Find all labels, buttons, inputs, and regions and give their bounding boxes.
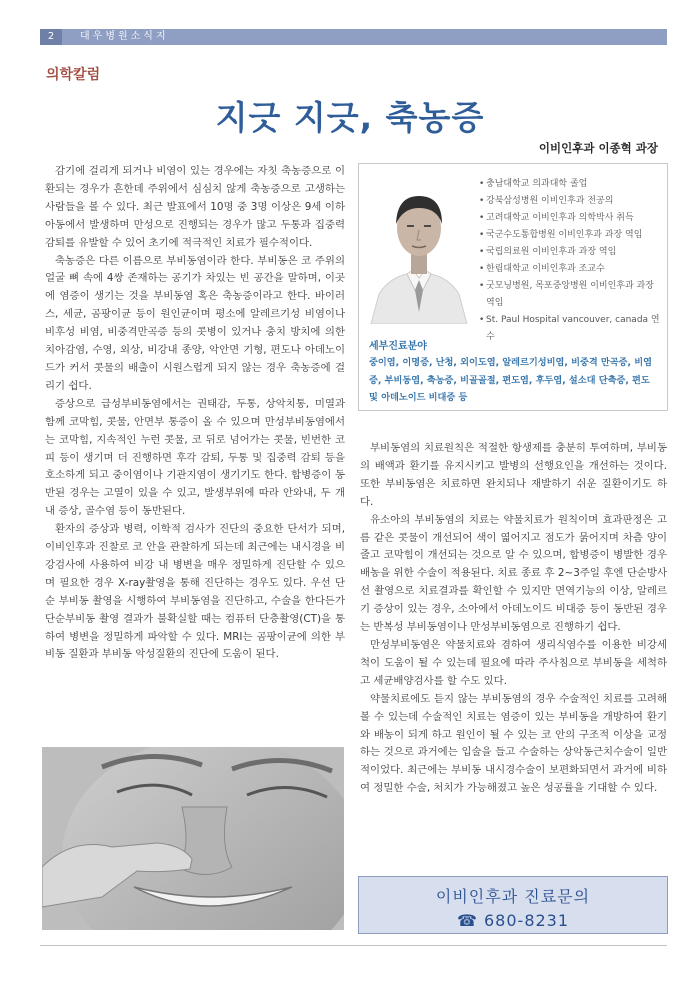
contact-phone-line — [359, 911, 667, 930]
paragraph: 감기에 걸리게 되거나 비염이 있는 경우에는 자칫 축농증으로 이환되는 경우가 흔한데 주위에서 심심치 않게 축농증으로 고생하는 사람들을 볼 수 있다. 최근 발표에서 10명 중 3명 이상은 9세 이하 아동에서 발생하며 만성으로 진행되는 경우가 많고 두통과 집중력 감퇴를 유발할 수 있어 초기에 적극적인 치료가 필수적이다. — [45, 165, 345, 249]
career-item: • 고려대학교 이비인후과 의학박사 취득 — [479, 210, 665, 227]
byline: 이비인후과 이종혁 과장 — [538, 141, 658, 155]
career-item: • 국립의료원 이비인후과 과장 역임 — [479, 244, 665, 261]
doctor-photo — [365, 174, 473, 324]
phone-number: 680-8231 — [484, 911, 570, 930]
paragraph: 만성부비동염은 약물치료와 겸하여 생리식염수를 이용한 비강세척이 도움이 될 수 있는데 필요에 따라 주사침으로 부비동을 세척하고 세균배양검사를 할 수도 있다. — [360, 638, 667, 687]
left-column — [45, 163, 345, 743]
specialty-text: 중이염, 이명증, 난청, 외이도염, 알레르기성비염, 비중격 만곡증, 비염증, 부비동염, 축농증, 비골골절, 편도염, 후두염, 설소대 단축증, 편도 및 아데노이드 비대증 등 — [369, 357, 652, 403]
career-list — [479, 176, 665, 346]
paragraph: 축농증은 다른 이름으로 부비동염이라 한다. 부비동은 코 주위의 얼굴 뼈 속에 4쌍 존재하는 공기가 차있는 빈 공간을 말하며, 이곳에 염증이 생기는 것을 부비동염 혹은 축농증이라고 한다. 바이러스, 세균, 곰팡이균 등이 원인균이며 평소에 알레르기성 비염이나 비후성 비염, 비중격만곡증 등의 콧병이 있거나 충치 방치에 의한 치아감염, 수영, 외상, 비강내 종양, 악안면 기형, 편도나 아데노이드가 커서 콧물의 배출이 시원스럽게 되지 않는 경우 축농증에 걸리기 쉽다. — [45, 254, 345, 392]
publication-title: 대우병원소식지 — [80, 31, 169, 42]
doctor-profile — [358, 163, 668, 411]
footer-rule — [40, 945, 667, 946]
career-item: • 국군수도통합병원 이비인후과 과장 역임 — [479, 227, 665, 244]
paragraph: 부비동염의 치료원칙은 적절한 항생제를 충분히 투여하며, 부비동의 배액과 환기를 유지시키고 발병의 선행요인을 개선하는 것이다. 또한 부비동염은 치료하면 완치되나 재발하기 쉬운 질환이기도 하다. — [360, 442, 667, 508]
career-item: • St. Paul Hospital vancouver, canada 연수 — [479, 312, 665, 346]
paragraph: 증상으로 급성부비동염에서는 권태감, 두통, 상악치통, 미열과 함께 코막힘, 콧물, 안면부 통증이 올 수 있으며 만성부비동염에서는 코막힘, 지속적인 누런 콧물, 코 뒤로 넘어가는 콧물, 빈번한 코피 등이 생기며 더 진행하면 후각 감퇴, 두통 및 집중력 감퇴 등을 호소하게 되고 중이염이나 기관지염이 생기기도 한다. 합병증이 동반된 경우는 고열이 있을 수 있고, 발생부위에 따라 안와내, 두 개내 증상, 골수염 등이 동반된다. — [45, 397, 345, 518]
contact-box — [358, 876, 668, 934]
section-label: 의학칼럼 — [46, 67, 101, 83]
right-column — [360, 440, 667, 878]
paragraph: 유소아의 부비동염의 치료는 약물치료가 원칙이며 효과판정은 고름 같은 콧물이 개선되어 색이 엷어지고 점도가 묽어지며 차츰 양이 줄고 코막힘이 개선되는 것으로 알 수 있으며, 합병증이 병발한 경우 배농을 위한 수술이 적용된다. 치료 종료 후 2~3주일 후엔 단순방사선 촬영으로 치료결과를 확인할 수 있지만 면역기능의 이상, 알레르기 증상이 있는 경우, 소아에서 아데노이드 비대증 등이 동반된 경우는 반복성 부비동염이나 만성부비동염으로 진행하기 쉽다. — [360, 513, 667, 634]
contact-title: 이비인후과 진료문의 — [435, 887, 591, 906]
career-item: • 강북삼성병원 이비인후과 전공의 — [479, 193, 665, 210]
career-item: • 충남대학교 의과대학 졸업 — [479, 176, 665, 193]
article-title: 지긋 지긋, 축농증 — [215, 98, 485, 137]
career-item: • 굿모닝병원, 목포중앙병원 이비인후과 과장 역임 — [479, 278, 665, 312]
specialty-title: 세부진료분야 — [369, 341, 427, 352]
paragraph: 환자의 증상과 병력, 이학적 검사가 진단의 중요한 단서가 되며, 이비인후과 진찰로 코 안을 관찰하게 되는데 최근에는 내시경을 비강검사에 사용하여 비강 내 병변을 매우 정밀하게 진단할 수 있으며 필요한 경우 X-ray촬영을 통해 진단하는 경우도 있다. 우선 단순 부비동 촬영을 시행하여 부비동염을 진단하고, 수술을 한다든가 단순부비동 촬영 결과가 불확실할 때는 컴퓨터 단층촬영(CT)을 통하여 병변을 정밀하게 파악할 수 있다. MRI는 곰팡이균에 의한 부비동 질환과 부비동 악성질환의 진단에 도움이 된다. — [45, 523, 345, 661]
phone-icon: ☎ — [456, 911, 478, 930]
paragraph: 약물치료에도 듣지 않는 부비동염의 경우 수술적인 치료를 고려해 볼 수 있는데 수술적인 치료는 염증이 있는 부비동을 개방하여 환기와 배농이 되게 하고 원인이 될 수 있는 코 안의 구조적 이상을 교정하는 것으로 과거에는 입술을 들고 수술하는 상악동근치수술이 일반적이었다. 최근에는 부비동 내시경수술이 보편화되면서 과거에 비하여 정밀한 수술, 처치가 가능해졌고 높은 성공률을 기대할 수 있다. — [360, 692, 667, 795]
child-photo — [42, 747, 344, 930]
page-number: 2 — [40, 29, 62, 45]
career-item: • 한림대학교 이비인후과 조교수 — [479, 261, 665, 278]
